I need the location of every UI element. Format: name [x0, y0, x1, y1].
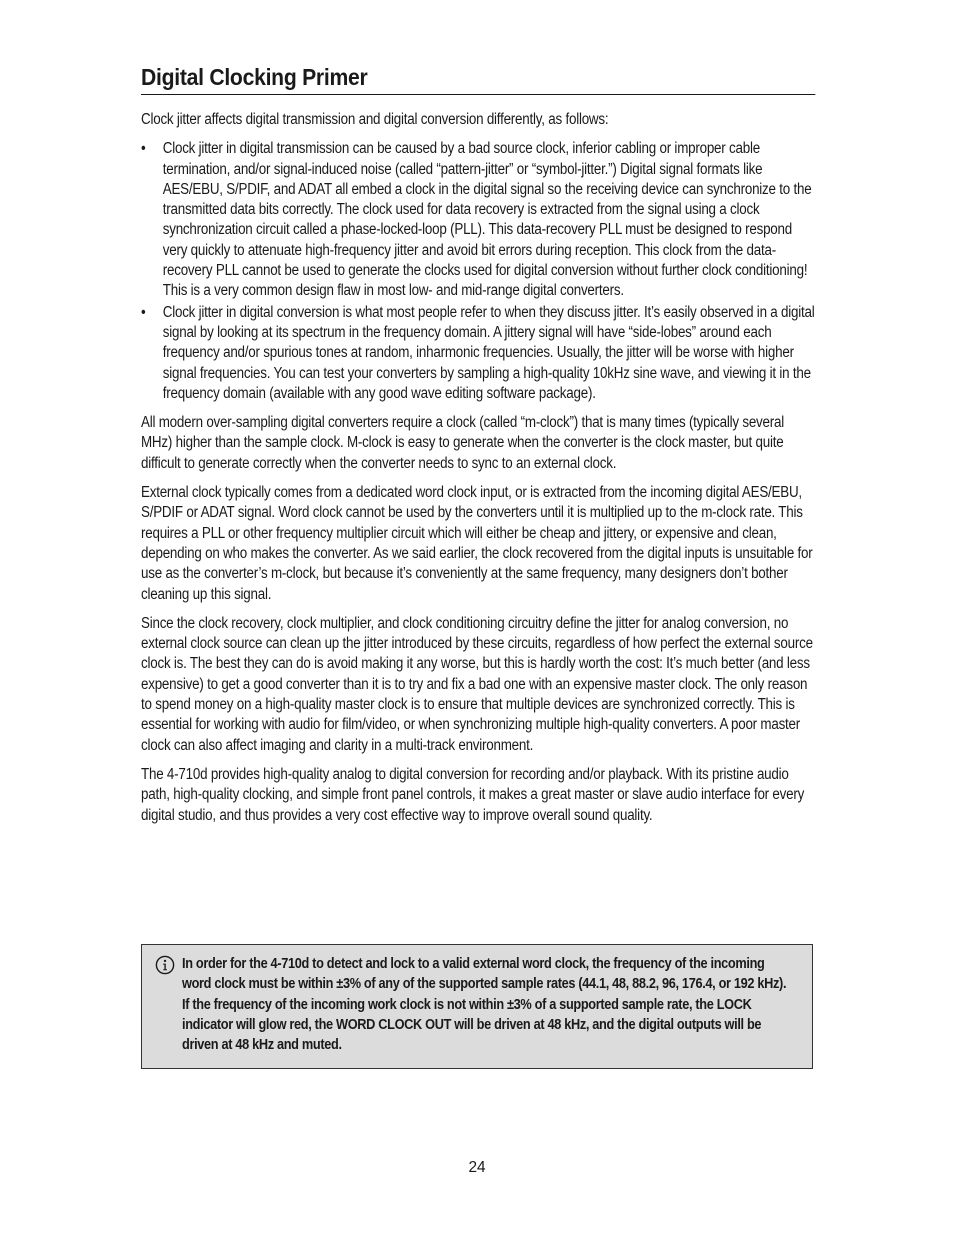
note-text: In order for the 4-710d to detect and lock to a valid external word clock, the frequency of the incoming word clock must be within ±3% of any of the supported sample rates (44.1, 48, 88.2, 96, 176.4, or 192 kHz). If the frequency of the incoming work clock is not within ±3% of a supported sample rate, the LOCK indicator will glow red, the WORD CLOCK OUT will be driven at 48 kHz, and the digital outputs will be driven at 48 kHz and muted.: [182, 955, 787, 1054]
note-box: [141, 944, 813, 1069]
bullet-item-conversion: [141, 303, 816, 404]
bullet-marker: •: [141, 303, 146, 321]
bullet-marker: •: [141, 140, 146, 158]
bullet-text: Clock jitter in digital conversion is what most people refer to when they discuss jitter. It’s easily observed in a digital signal by looking at its spectrum in the frequency domain. A jittery signal will have “side-lobes” around each frequency and/or spurious tones at random, inharmonic frequencies. Usually, the jitter will be worse with higher signal frequencies. You can test your converters by sampling a high-quality 10kHz sine wave, and viewing it in the frequency domain (available with any good wave editing software package).: [162, 303, 815, 402]
paragraph-product-summary: The 4-710d provides high-quality analog to digital conversion for recording and/or playback. With its pristine audio path, high-quality clocking, and simple front panel controls, it makes a great master or slave audio interface for every digital studio, and thus provides a very cost effective way to improve overall sound quality.: [141, 765, 805, 824]
paragraph-external-clock: External clock typically comes from a dedicated word clock input, or is extracted from the incoming digital AES/EBU, S/PDIF or ADAT signal. Word clock cannot be used by the converters until it is multiplied up to the m-clock rate. This requires a PLL or other frequency multiplier circuit which will either be cheap and jittery, or expensive and clean, depending on who makes the converter. As we said earlier, the clock recovered from the digital inputs is unsuitable for use as the converter’s m-clock, but because it’s conveniently at the same frequency, many designers don’t bother cleaning up this signal.: [141, 484, 813, 603]
paragraph-clock-recovery: Since the clock recovery, clock multiplier, and clock conditioning circuitry define the jitter for analog conversion, no external clock source can clean up the jitter introduced by these circuits, regardless of how perfect the external source clock is. The best they can do is avoid making it any worse, but this is hardly worth the cost: It’s much better (and less expensive) to get a good converter than it is to try and fix a bad one with an expensive master clock. The only reason to spend money on a high-quality master clock is to ensure that multiple devices are synchronized correctly. This is essential for working with audio for film/video, or when synchronizing multiple high-quality converters. A poor master clock can also affect imaging and clarity in a multi-track environment.: [141, 614, 813, 754]
bullet-text: Clock jitter in digital transmission can be caused by a bad source clock, inferior cabling or improper cable termination, and/or signal-induced noise (called “pattern-jitter” or “symbol-jitter.”) Digital signal formats like AES/EBU, S/PDIF, and ADAT all embed a clock in the digital signal so the receiving device can synchronize to the transmitted data bits correctly. The clock used for data recovery is extracted from the signal using a clock synchronization circuit called a phase-locked-loop (PLL). This data-recovery PLL must be designed to respond very quickly to attenuate high-frequency jitter and avoid bit errors during reception. This clock from the data-recovery PLL cannot be used to generate the clocks used for digital conversion without further clock conditioning! This is a very common design flaw in most low- and mid-range digital converters.: [162, 140, 812, 300]
bullet-item-transmission: [141, 139, 816, 301]
page-content: [141, 62, 816, 826]
info-icon: [155, 955, 175, 975]
intro-paragraph: Clock jitter affects digital transmission and digital conversion differently, as follows:: [141, 111, 609, 128]
bullet-list: [141, 139, 816, 404]
paragraph-m-clock: All modern over-sampling digital converters require a clock (called “m-clock”) that is many times (typically several MHz) higher than the sample clock. M-clock is easy to generate when the converter is the clock master, but quite difficult to generate correctly when the converter needs to sync to an external clock.: [141, 414, 784, 472]
page-number: 24: [468, 1159, 486, 1176]
body-text: [141, 110, 816, 826]
section-heading: Digital Clocking Primer: [141, 62, 815, 95]
